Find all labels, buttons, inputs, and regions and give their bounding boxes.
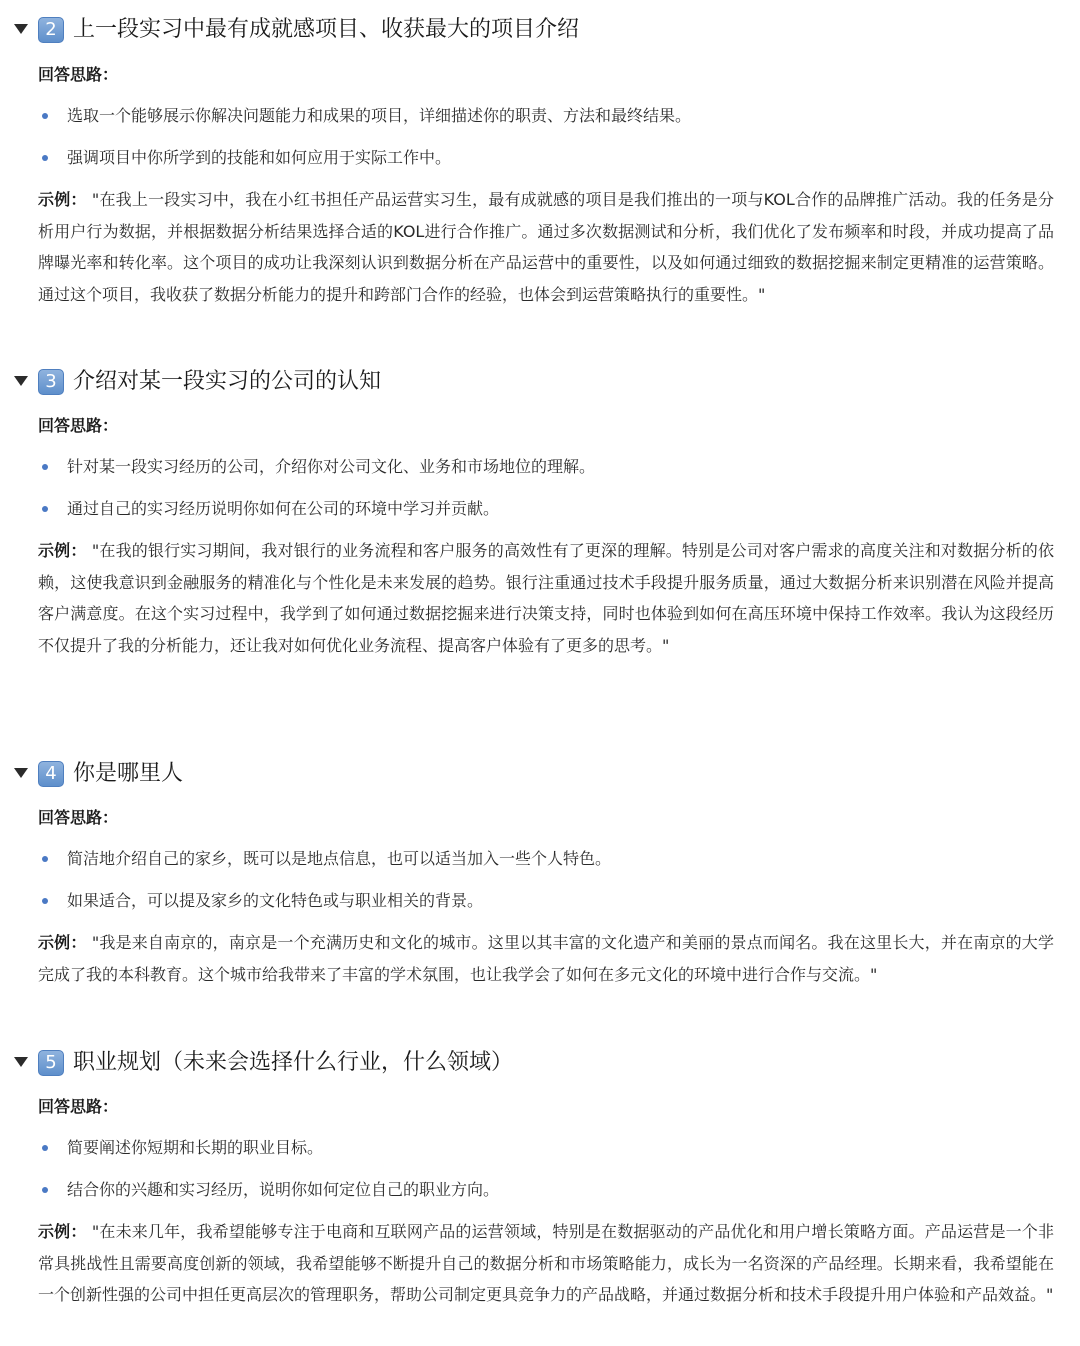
- number-badge-icon: 5: [38, 1050, 64, 1076]
- number-badge-icon: 3: [38, 369, 64, 395]
- example-paragraph: [38, 184, 1054, 310]
- bullet-icon: [42, 506, 48, 512]
- number-badge-icon: 4: [38, 761, 64, 787]
- answer-approach-label: 回答思路：: [38, 65, 119, 84]
- list-item-text: 针对某一段实习经历的公司，介绍你对公司文化、业务和市场地位的理解。: [67, 457, 596, 476]
- bullet-icon: [42, 464, 48, 470]
- section-title: 介绍对某一段实习的公司的认知: [73, 369, 382, 394]
- bullet-icon: [42, 898, 48, 904]
- bullet-icon: [42, 155, 48, 161]
- bullet-icon: [42, 1187, 48, 1193]
- answer-approach-label: 回答思路：: [38, 808, 119, 827]
- example-label: 示例：: [38, 190, 87, 209]
- list-item-text: 通过自己的实习经历说明你如何在公司的环境中学习并贡献。: [67, 499, 500, 518]
- example-paragraph: [38, 927, 1054, 990]
- section-title: 职业规划（未来会选择什么行业，什么领域）: [73, 1050, 514, 1075]
- section-heading[interactable]: [0, 758, 1080, 794]
- example-text: "在我的银行实习期间，我对银行的业务流程和客户服务的高效性有了更深的理解。特别是公司对客户需求的高度关注和对数据分析的依赖，这使我意识到金融服务的精准化与个性化是未来发展的趋势。银行注重通过技术手段提升服务质量，通过大数据分析来识别潜在风险并提高客户满意度。在这个实习过程中，我学到了如何通过数据挖掘来进行决策支持，同时也体验到如何在高压环境中保持工作效率。我认为这段经历不仅提升了我的分析能力，还让我对如何优化业务流程、提高客户体验有了更多的思考。": [38, 541, 1054, 655]
- bullet-icon: [42, 1145, 48, 1151]
- collapse-triangle-icon[interactable]: [14, 376, 28, 386]
- example-text: "在我上一段实习中，我在小红书担任产品运营实习生，最有成就感的项目是我们推出的一项与KOL合作的品牌推广活动。我的任务是分析用户行为数据，并根据数据分析结果选择合适的KOL进行合作推广。通过多次数据测试和分析，我们优化了发布频率和时段，并成功提高了品牌曝光率和转化率。这个项目的成功让我深刻认识到数据分析在产品运营中的重要性，以及如何通过细致的数据挖掘来制定更精准的运营策略。通过这个项目，我收获了数据分析能力的提升和跨部门合作的经验，也体会到运营策略执行的重要性。": [38, 190, 1054, 304]
- example-label: 示例：: [38, 1222, 87, 1241]
- example-text: "在未来几年，我希望能够专注于电商和互联网产品的运营领域，特别是在数据驱动的产品优化和用户增长策略方面。产品运营是一个非常具挑战性且需要高度创新的领域，我希望能够不断提升自己的数据分析和市场策略能力，成长为一名资深的产品经理。长期来看，我希望能在一个创新性强的公司中担任更高层次的管理职务，帮助公司制定更具竞争力的产品战略，并通过数据分析和技术手段提升用户体验和产品效益。": [38, 1222, 1054, 1304]
- section-heading[interactable]: [0, 14, 1080, 50]
- list-item-text: 简要阐述你短期和长期的职业目标。: [67, 1138, 324, 1157]
- answer-approach-label: 回答思路：: [38, 416, 119, 435]
- number-badge-icon: 2: [38, 17, 64, 43]
- example-paragraph: [38, 535, 1054, 661]
- collapse-triangle-icon[interactable]: [14, 1057, 28, 1067]
- example-label: 示例：: [38, 541, 87, 560]
- list-item-text: 选取一个能够展示你解决问题能力和成果的项目，详细描述你的职责、方法和最终结果。: [67, 106, 692, 125]
- bullet-icon: [42, 113, 48, 119]
- list-item-text: 强调项目中你所学到的技能和如何应用于实际工作中。: [67, 148, 452, 167]
- section-heading[interactable]: [0, 1047, 1080, 1083]
- section-heading[interactable]: [0, 366, 1080, 402]
- section-title: 你是哪里人: [73, 761, 184, 786]
- list-item-text: 简洁地介绍自己的家乡，既可以是地点信息，也可以适当加入一些个人特色。: [67, 849, 612, 868]
- answer-approach-label: 回答思路：: [38, 1097, 119, 1116]
- list-item-text: 如果适合，可以提及家乡的文化特色或与职业相关的背景。: [67, 891, 484, 910]
- collapse-triangle-icon[interactable]: [14, 768, 28, 778]
- example-paragraph: [38, 1216, 1054, 1311]
- collapse-triangle-icon[interactable]: [14, 24, 28, 34]
- example-text: "我是来自南京的，南京是一个充满历史和文化的城市。这里以其丰富的文化遗产和美丽的景点而闻名。我在这里长大，并在南京的大学完成了我的本科教育。这个城市给我带来了丰富的学术氛围，也让我学会了如何在多元文化的环境中进行合作与交流。": [38, 933, 1054, 984]
- example-label: 示例：: [38, 933, 87, 952]
- bullet-icon: [42, 856, 48, 862]
- list-item-text: 结合你的兴趣和实习经历，说明你如何定位自己的职业方向。: [67, 1180, 500, 1199]
- section-title: 上一段实习中最有成就感项目、收获最大的项目介绍: [73, 17, 580, 42]
